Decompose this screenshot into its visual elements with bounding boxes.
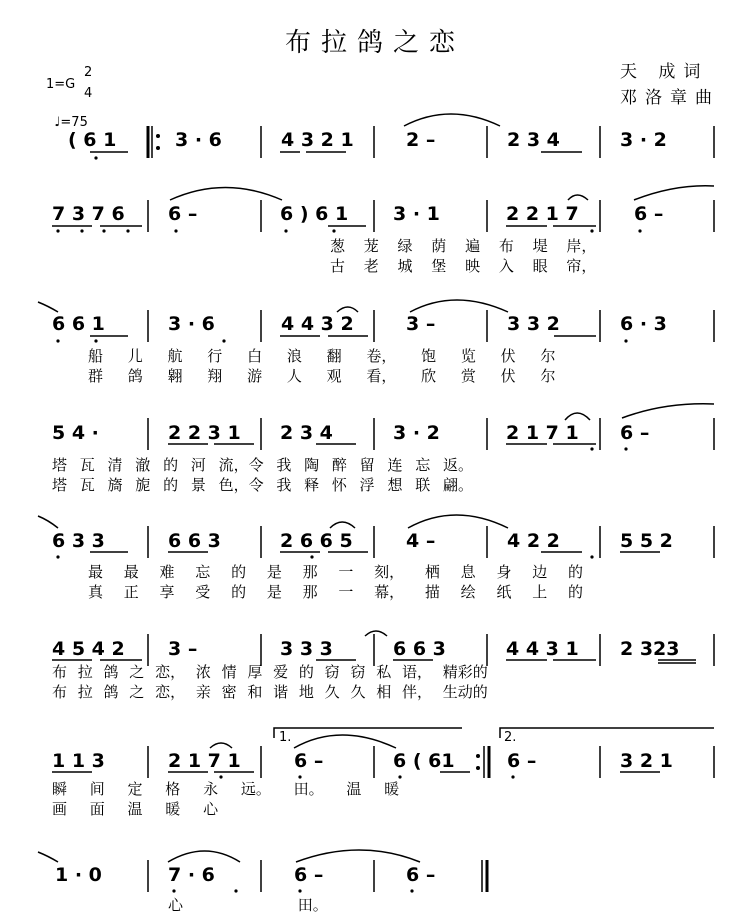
lyric-line-verse-2: 布 拉 鸽 之 恋， 亲 密 和 谐 地 久 久 相 伴， 生动的 [52, 683, 488, 701]
measure-notes: ( 6 1 [68, 129, 117, 151]
measure-notes: 7 3 7 6 [52, 203, 125, 225]
volta-2-label: 2. [504, 730, 517, 745]
lyric-line-verse-2: 群 鸽 翱 翔 游 人 观 看， 欣 赏 伏 尔 [88, 367, 556, 385]
lyric-line-verse-1: 船 儿 航 行 白 浪 翻 卷， 饱 览 伏 尔 [88, 347, 556, 365]
measure-notes: 3 · 1 [393, 203, 440, 225]
lyric-line-verse-1: 瞬 间 定 格 永 远。 田。 温 暖 [52, 780, 400, 798]
measure-notes: 6 6 1 [52, 313, 105, 335]
lyric-line-verse-1: 最 最 难 忘 的 是 那 一 刻， 栖 息 身 边 的 [88, 563, 583, 581]
measure-notes: 3 · 2 [393, 422, 440, 444]
measure-notes: 4 2 2 [507, 530, 560, 552]
lyric-line-verse-2: 画 面 温 暖 心 [52, 800, 219, 818]
measure-notes: 2 2 1 7 [506, 203, 579, 225]
measure-notes: 6 – [634, 203, 664, 225]
measure-notes: 3 – [406, 313, 436, 335]
measure-notes: 6 – [620, 422, 650, 444]
measure-notes: 6 3 3 [52, 530, 105, 552]
measure-notes: 4 4 3 1 [506, 638, 579, 660]
measure-notes: 2 323 [620, 638, 680, 660]
lyric-line-verse-1: 布 拉 鸽 之 恋， 浓 情 厚 爱 的 窃 窃 私 语， 精彩的 [52, 663, 488, 681]
measure-notes: 6 6 3 [393, 638, 446, 660]
time-signature-top: 2 [84, 65, 93, 80]
measure-notes: 3 – [168, 638, 198, 660]
song-title: 布拉鸽之恋 [284, 28, 465, 58]
measure-notes: 6 – [294, 864, 324, 886]
measure-notes: 4 3 2 1 [281, 129, 354, 151]
lyric-line-verse-1: 塔 瓦 清 澈 的 河 流，令 我 陶 醉 留 连 忘 返。 [52, 456, 473, 474]
measure-notes: 4 – [406, 530, 436, 552]
composer-credit: 邓洛章曲 [620, 88, 720, 108]
quarter-note-icon: ♩ [54, 115, 61, 130]
measure-notes: 3 3 2 [507, 313, 560, 335]
measure-notes: 4 5 4 2 [52, 638, 125, 660]
measure-notes: 6 ( 61 [393, 750, 455, 772]
lyric-line-verse-1: 心 田。 [168, 896, 328, 914]
measure-notes: 6 6 3 [168, 530, 221, 552]
measure-notes: 6 – [507, 750, 537, 772]
measure-notes: 4 4 3 2 [281, 313, 354, 335]
measure-notes: 2 1 7 1 [168, 750, 241, 772]
measure-notes: 5 4 · [52, 422, 99, 444]
measure-notes: 2 – [406, 129, 436, 151]
measure-notes: 6 ) 6 1 [280, 203, 349, 225]
measure-notes: 2 6 6 5 [280, 530, 353, 552]
measure-notes: 5 5 2 [620, 530, 673, 552]
measure-notes: 2 3 4 [507, 129, 560, 151]
measure-notes: 3 3 3 [280, 638, 333, 660]
measure-notes: 2 1 7 1 [506, 422, 579, 444]
measure-notes: 2 3 4 [280, 422, 333, 444]
lyric-line-verse-2: 真 正 享 受 的 是 那 一 幕， 描 绘 纸 上 的 [88, 583, 583, 601]
measure-notes: 1 · 0 [55, 864, 102, 886]
measure-notes: 3 2 1 [620, 750, 673, 772]
measure-notes: 3 · 2 [620, 129, 667, 151]
measure-notes: 6 · 3 [620, 313, 667, 335]
lyric-line-verse-1: 葱 茏 绿 荫 遍 布 堤 岸， [330, 237, 597, 255]
time-signature-bottom: 4 [84, 86, 93, 101]
lyric-line-verse-2: 塔 瓦 旖 旎 的 景 色，令 我 释 怀 浮 想 联 翩。 [52, 476, 473, 494]
volta-1-label: 1. [279, 730, 292, 745]
tempo-marking: ♩=75 [54, 115, 88, 130]
measure-notes: 3 · 6 [175, 129, 222, 151]
lyric-line-verse-2: 古 老 城 堡 映 入 眼 帘， [330, 257, 597, 275]
measure-notes: 6 – [168, 203, 198, 225]
key-signature: 1=G [46, 77, 76, 92]
measure-notes: 3 · 6 [168, 313, 215, 335]
measure-notes: 6 – [294, 750, 324, 772]
measure-notes: 2 2 3 1 [168, 422, 241, 444]
lyricist-credit: 天 成词 [620, 62, 709, 82]
measure-notes: 1 1 3 [52, 750, 105, 772]
measure-notes: 6 – [406, 864, 436, 886]
measure-notes: 7 · 6 [168, 864, 215, 886]
